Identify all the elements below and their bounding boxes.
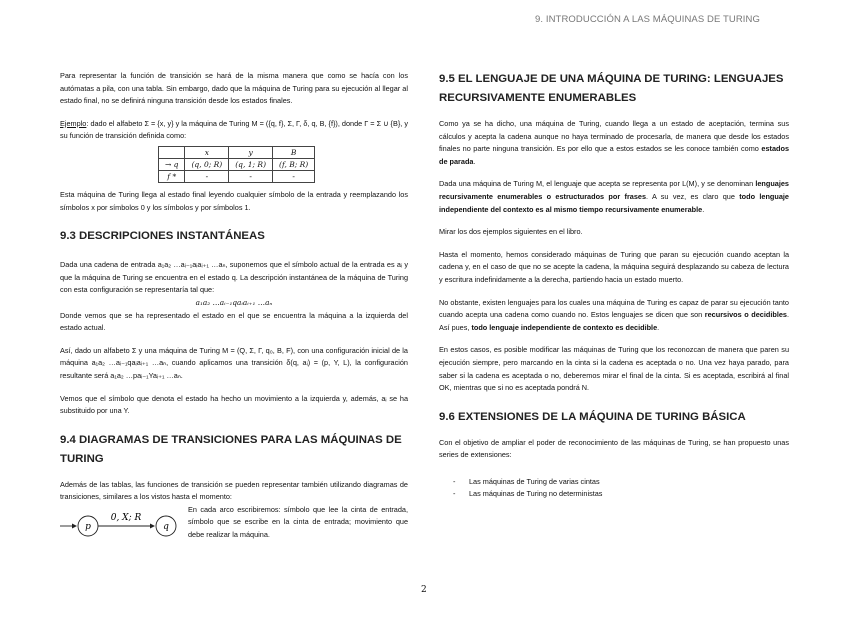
diagram-caption: En cada arco escribiremos: símbolo que lee la cinta de entrada, símbolo que se escribe en la cinta de entrada; movimiento que debe realizar la máquina. — [188, 504, 408, 540]
paragraph-decidable — [439, 297, 789, 335]
transition-table — [158, 146, 315, 183]
transition-diagram — [60, 508, 178, 544]
state-p-label: p — [85, 521, 91, 532]
transition-diagram-block — [60, 504, 408, 544]
table-row — [159, 170, 315, 182]
table-header-cell: x — [185, 146, 229, 158]
text-span: Como ya se ha dicho, una máquina de Turing, cuando llega a un estado de aceptación, termina sus cálculos y acepta la cadena aunque no haya terminado de procesarla, de manera que desde los estados finales no parte ninguna transición. Es por ello que a estos estados se les conoce también como — [439, 119, 789, 154]
heading-9-3: 9.3 DESCRIPCIONES INSTANTÁNEAS — [60, 230, 265, 243]
bold-term: estados de parada — [439, 144, 789, 166]
paragraph-tape-marking: En estos casos, es posible modificar las máquinas de Turing que los reconozcan de manera que paren su ejecución siempre, pero marcando en la cinta si la cadena es aceptada o no. Una vez haya parado, para saber si la cadena es aceptada o no, deberemos mirar el final de la cinta. Si es aceptada, escribirá al final OK, mientras que si no es aceptada pondrá N. — [439, 345, 789, 393]
paragraph-transition-diagrams: Además de las tablas, las funciones de transición se pueden representar también utilizando diagramas de transiciones, similares a los vistos hasta el momento: — [60, 479, 408, 502]
state-q-label: q — [163, 521, 169, 532]
paragraph-transition-example: Así, dado un alfabeto Σ y una máquina de Turing M = (Q, Σ, Γ, q₀, B, F), con una configuración inicial de la máquina a₁a₂ …aᵢ₋₁qaᵢaᵢ₊₁ …aₙ, cuando aplicamos una transición δ(q, aᵢ) = (p, Y, L), la configuración resultante será a₁a₂ …paᵢ₋₁Yaᵢ₊₁ …aₙ. — [60, 345, 408, 380]
extensions-list — [439, 476, 789, 501]
heading-9-5: 9.5 EL LENGUAJE DE UNA MÁQUINA DE TURING: LENGUAJES RECURSIVAMENTE ENUMERABLES — [439, 73, 784, 104]
paragraph-left-movement: Vemos que el símbolo que denota el estado ha hecho un movimiento a la izquierda y, además, aᵢ se ha substituido por una Y. — [60, 393, 408, 416]
table-cell: → q — [159, 158, 185, 170]
table-cell: (f, B; R) — [273, 158, 315, 170]
list-item: - Las máquinas de Turing de varias cintas — [453, 476, 789, 489]
table-row — [159, 158, 315, 170]
example-label: Ejemplo — [60, 118, 87, 128]
table-cell: - — [273, 170, 315, 182]
list-item: - Las máquinas de Turing no deterministas — [453, 488, 789, 501]
table-header-cell — [159, 146, 185, 158]
text-span: No obstante, existen lenguajes para los cuales una máquina de Turing es capaz de parar su ejecución tanto cuando acepta una cadena como cuando no. Estos lenguajes se dicen que son — [439, 297, 789, 320]
paragraph-dead-state: Hasta el momento, hemos considerado máquinas de Turing que paran su ejecución cuando aceptan la cadena y, en el caso de que no se acepte la cadena, la máquina seguirá desplazando su cabeza de lectura y escritura indefinidamente a la derecha, partiendo hacia un estado muerto. — [439, 249, 789, 284]
table-cell: (q, 1; R) — [229, 158, 273, 170]
formula-configuration: a₁a₂ …aᵢ₋₁qaᵢaᵢ₊₁ …aₙ — [195, 297, 273, 307]
text-span: . — [702, 204, 705, 214]
paragraph-machine-description: Esta máquina de Turing llega al estado final leyendo cualquier símbolo de la entrada y reemplazando los símbolos x por símbolos 0 y los símbolos y por símbolos 1. — [60, 189, 408, 212]
paragraph-instant-description: Dada una cadena de entrada a₁a₂ …aᵢ₋₁aᵢaᵢ₊₁ …aₙ, suponemos que el símbolo actual de la entrada es aᵢ y que la máquina de Turing se encuentra en el estado q. La descripción instantánea de la máquina de Turing con esta configuración se representaría tal que: — [60, 260, 408, 295]
bold-term: todo lenguaje independiente del contexto es al mismo tiempo recursivamente enumerable — [439, 191, 789, 214]
table-cell: f * — [159, 170, 185, 182]
text-span: . A su vez, es claro que — [646, 191, 740, 201]
transition-arrowhead — [150, 523, 155, 528]
bold-term: lenguajes recursivamente enumerables o estructurados por frases — [439, 179, 789, 201]
text-span: . — [473, 156, 476, 166]
table-cell: - — [185, 170, 229, 182]
text-span: . — [657, 322, 660, 332]
table-header-cell: y — [229, 146, 273, 158]
paragraph-book-examples: Mirar los dos ejemplos siguientes en el libro. — [439, 227, 583, 237]
example-text: : dado el alfabeto Σ = {x, y} y la máquina de Turing M = ({q, f}, Σ, Γ, δ, q, B, {f}), donde Γ = Σ ∪ {B}, y su función de transición definida como: — [60, 118, 408, 141]
heading-9-4: 9.4 DIAGRAMAS DE TRANSICIONES PARA LAS MÁQUINAS DE TURING — [60, 433, 402, 465]
transition-label: 0, X; R — [110, 512, 142, 523]
paragraph-recursively-enumerable — [439, 178, 789, 216]
table-header-row — [159, 146, 315, 158]
paragraph-state-representation: Donde vemos que se ha representado el estado en el que se encuentra la máquina a la izquierda del estado actual. — [60, 310, 408, 333]
paragraph-transition-table: Para representar la función de transición se hará de la misma manera que como se hacía con los autómatas a pila, con una tabla. Sin embargo, dado que la máquina de Turing para su ejecución al llegar al estado final, no se definirá ninguna transición desde los estados finales. — [60, 71, 408, 106]
table-cell: - — [229, 170, 273, 182]
page-number: 2 — [421, 585, 427, 595]
table-cell: (q, 0; R) — [185, 158, 229, 170]
table-header-cell: B — [273, 146, 315, 158]
paragraph-halting-states — [439, 118, 789, 168]
paragraph-extensions: Con el objetivo de ampliar el poder de reconocimiento de las máquinas de Turing, se han propuesto unas series de extensiones: — [439, 437, 789, 460]
left-column — [60, 70, 408, 544]
right-column — [439, 70, 789, 501]
example-paragraph — [60, 118, 408, 143]
running-header: 9. INTRODUCCIÓN A LAS MÁQUINAS DE TURING — [535, 14, 760, 25]
bold-term: recursivos o decidibles — [704, 310, 787, 320]
start-arrowhead — [72, 523, 77, 528]
heading-9-6: 9.6 EXTENSIONES DE LA MÁQUINA DE TURING BÁSICA — [439, 410, 746, 423]
text-span: . Así pues, — [439, 310, 789, 332]
bold-term: todo lenguaje independiente de contexto es decidible — [471, 322, 658, 332]
text-span: Dada una máquina de Turing M, el lenguaje que acepta se representa por L(M), y se denominan — [439, 179, 756, 189]
